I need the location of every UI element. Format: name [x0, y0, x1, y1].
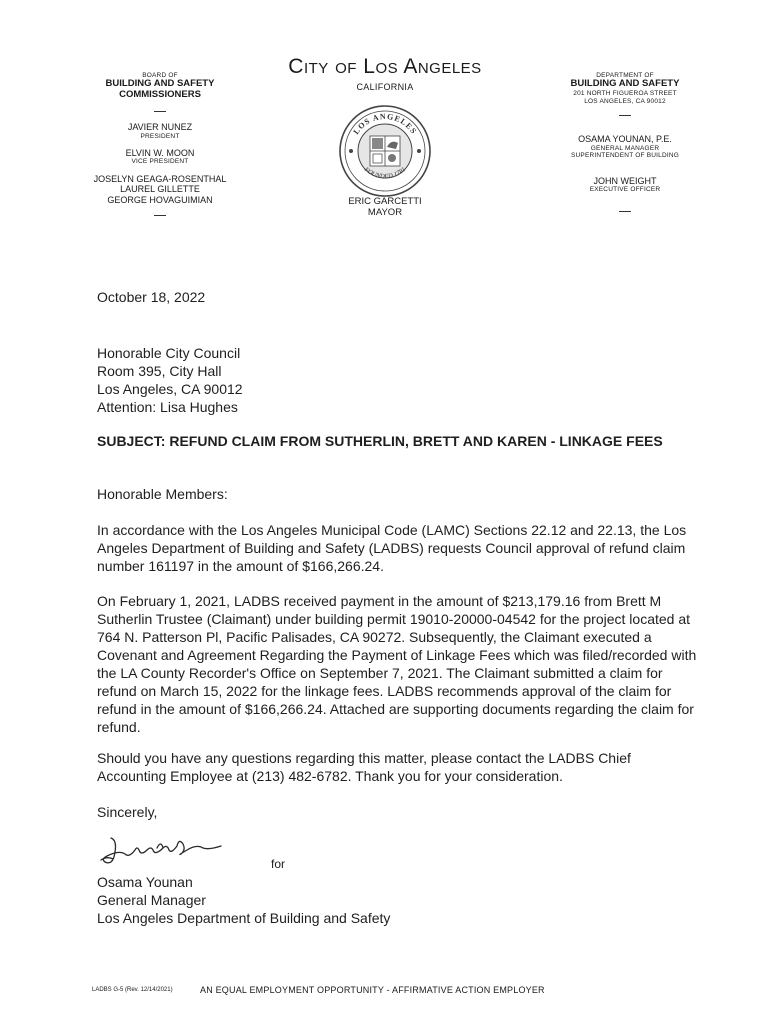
handwritten-signature	[97, 826, 267, 876]
board-member-name: JOSELYN GEAGA-ROSENTHAL	[93, 173, 227, 184]
closing: Sincerely,	[97, 804, 158, 820]
board-member-name: GEORGE HOVAGUIMIAN	[107, 194, 213, 205]
board-label-line2: BUILDING AND SAFETY	[105, 78, 215, 90]
board-label-line1: BOARD OF	[142, 72, 178, 79]
divider	[154, 111, 166, 112]
body-paragraph: Should you have any questions regarding this matter, please contact the LADBS Chief Accounting Employee at (213) 482-6782. Thank you for your consideration.	[97, 750, 631, 784]
address-line: Honorable City Council	[97, 345, 241, 361]
divider	[154, 215, 166, 216]
city-seal-icon	[337, 103, 433, 199]
form-code: LADBS G-5 (Rev. 12/14/2021)	[92, 987, 173, 993]
board-of-commissioners	[60, 72, 260, 226]
address-line: Room 395, City Hall	[97, 363, 222, 379]
board-president-name: JAVIER NUNEZ	[127, 122, 193, 133]
board-vice-president-name: ELVIN W. MOON	[125, 148, 195, 159]
superintendent-title: SUPERINTENDENT OF BUILDING	[570, 152, 679, 160]
executive-officer-title: EXECUTIVE OFFICER	[589, 185, 661, 193]
board-label-line3: COMMISSIONERS	[119, 89, 201, 101]
signer-title: General Manager	[97, 892, 206, 908]
city-subtitle: CALIFORNIA	[356, 82, 414, 92]
salutation: Honorable Members:	[97, 486, 228, 502]
seal-bottom-text: FOUNDED 1781	[362, 166, 408, 181]
executive-officer-name: JOHN WEIGHT	[593, 175, 657, 186]
signer-name: Osama Younan	[97, 874, 193, 890]
signer-block	[97, 873, 697, 927]
address-line: Los Angeles, CA 90012	[97, 381, 243, 397]
subject-line: SUBJECT: REFUND CLAIM FROM SUTHERLIN, BRETT AND KAREN - LINKAGE FEES	[97, 433, 663, 449]
divider	[619, 211, 631, 212]
for-label: for	[271, 857, 286, 871]
board-president-title: PRESIDENT	[140, 132, 180, 140]
signer-organization: Los Angeles Department of Building and Safety	[97, 910, 391, 926]
department-address-line2: LOS ANGELES, CA 90012	[584, 97, 666, 105]
board-vice-president-title: VICE PRESIDENT	[131, 158, 189, 166]
seal-top-text: LOS ANGELES	[351, 111, 419, 137]
department-label-line2: BUILDING AND SAFETY	[570, 78, 680, 90]
general-manager-name: OSAMA YOUNAN, P.E.	[578, 134, 672, 145]
body-paragraph: In accordance with the Los Angeles Municipal Code (LAMC) Sections 22.12 and 22.13, the Los Angeles Department of Building and Safety (LADBS) requests Council approval of refund claim number 161197 in the amount of $166,266.24.	[97, 522, 687, 574]
eeo-statement: AN EQUAL EMPLOYMENT OPPORTUNITY - AFFIRMATIVE ACTION EMPLOYER	[200, 985, 545, 995]
body-paragraph: On February 1, 2021, LADBS received payment in the amount of $213,179.16 from Brett M Sutherlin Trustee (Claimant) under building permit 19010-20000-04542 for the project located at 764 N. Patterson Pl, Pacific Palisades, CA 90272. Subsequently, the Claimant executed a Covenant and Agreement Regarding the Payment of Linkage Fees which was filed/recorded with the LA County Recorder's Office on September 7, 2021. The Claimant submitted a claim for refund on March 15, 2022 for the linkage fees. LADBS recommends approval of the claim for refund in the amount of $166,266.24. Attached are supporting documents regarding the claim for refund.	[97, 593, 697, 735]
department-label-line1: DEPARTMENT OF	[596, 72, 654, 79]
letter-date: October 18, 2022	[97, 289, 206, 305]
department-address-line1: 201 NORTH FIGUEROA STREET	[573, 90, 677, 98]
mayor-title: MAYOR	[367, 206, 403, 218]
recipient-address	[97, 344, 697, 416]
general-manager-title: GENERAL MANAGER	[590, 144, 660, 152]
mayor-block	[310, 197, 460, 219]
city-title: City of Los Angeles	[288, 55, 482, 78]
mayor-name: ERIC GARCETTI	[348, 196, 422, 207]
address-line: Attention: Lisa Hughes	[97, 399, 238, 415]
department-block	[525, 72, 725, 222]
board-member-name: LAUREL GILLETTE	[120, 184, 200, 195]
divider	[619, 115, 631, 116]
